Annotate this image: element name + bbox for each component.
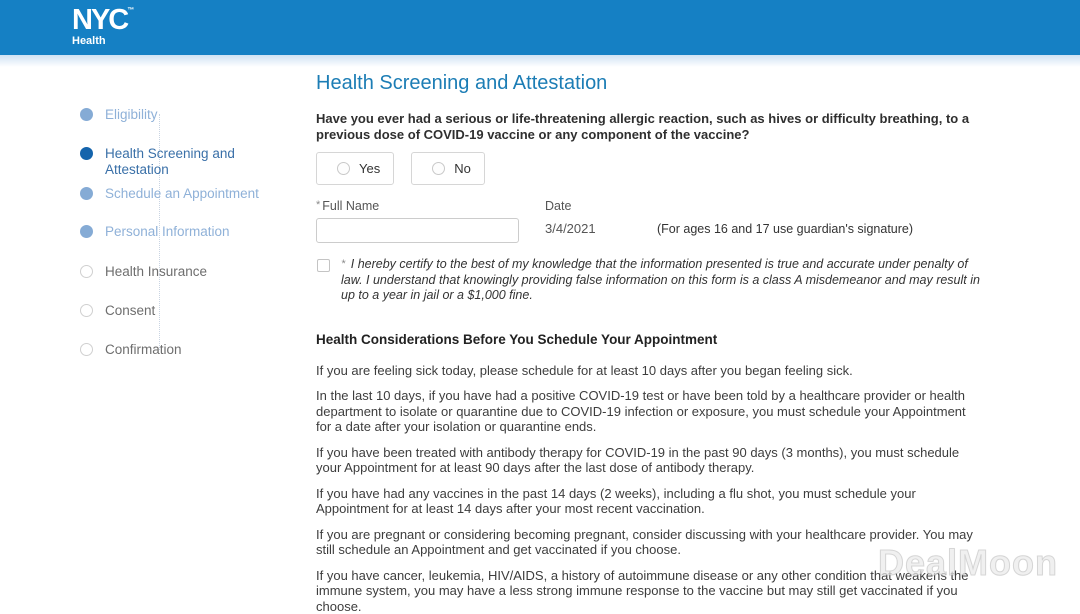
consideration-paragraph: If you have had any vaccines in the past 14 days (2 weeks), including a flu shot, you must schedule your Appointment for at least 14 days after your most recent vaccination. [316, 486, 976, 517]
allergic-reaction-question: Have you ever had a serious or life-threatening allergic reaction, such as hives or difficulty breathing, to a previous dose of COVID-19 vaccine or any component of the vaccine? [316, 111, 976, 143]
step-label: Confirmation [105, 342, 270, 358]
consideration-paragraph: If you are pregnant or considering becoming pregnant, consider discussing with your healthcare provider. You may still schedule an Appointment and get vaccinated if you choose. [316, 527, 976, 558]
considerations-heading: Health Considerations Before You Schedule Your Appointment [316, 332, 988, 347]
progress-sidebar [74, 0, 304, 588]
certify-statement [341, 257, 981, 304]
full-name-label-text: Full Name [322, 199, 379, 213]
step-dot-icon [80, 108, 93, 121]
consideration-paragraph: In the last 10 days, if you have had a positive COVID-19 test or have been told by a healthcare provider or health department to isolate or quarantine due to COVID-19 infection or exposure, you must schedule your Appointment for a date after your isolation or quarantine ends. [316, 388, 976, 435]
full-name-input[interactable] [316, 218, 519, 243]
step-dot-icon [80, 187, 93, 200]
sidebar-item-schedule-appointment[interactable] [80, 186, 300, 202]
guardian-signature-note: (For ages 16 and 17 use guardian's signature) [657, 222, 913, 236]
no-option-label: No [454, 161, 471, 176]
sidebar-item-consent[interactable] [80, 303, 300, 319]
certify-statement-text: I hereby certify to the best of my knowledge that the information presented is true and accurate under penalty of law. I understand that knowingly providing false information on this form is a class A misdemeanor and may result in up to a year in jail or a $1,000 fine. [341, 257, 980, 302]
step-dot-icon [80, 304, 93, 317]
certify-checkbox[interactable] [317, 259, 330, 272]
nyc-logo-main: NYC [72, 4, 127, 36]
step-label: Health Screening and Attestation [105, 146, 270, 177]
step-dot-icon [80, 265, 93, 278]
date-value-row [545, 221, 913, 236]
step-label: Eligibility [105, 107, 270, 123]
step-label: Health Insurance [105, 264, 270, 280]
nyc-logo-sub: Health [72, 36, 132, 47]
full-name-column [316, 199, 545, 243]
required-asterisk: * [316, 199, 320, 211]
required-asterisk: * [341, 258, 345, 270]
step-label: Consent [105, 303, 270, 319]
nyc-logo-tm: ™ [127, 7, 132, 14]
certify-row [316, 257, 988, 304]
dealmoon-watermark: DealMoon [878, 542, 1058, 584]
step-dot-icon [80, 343, 93, 356]
step-dot-icon [80, 225, 93, 238]
yes-radio-icon[interactable] [337, 162, 350, 175]
date-value: 3/4/2021 [545, 221, 657, 236]
full-name-label [316, 199, 545, 213]
yes-option[interactable] [316, 152, 394, 185]
consideration-paragraph: If you are feeling sick today, please schedule for at least 10 days after you began feeling sick. [316, 363, 976, 379]
page-title: Health Screening and Attestation [316, 72, 988, 95]
step-label: Schedule an Appointment [105, 186, 270, 202]
no-option[interactable] [411, 152, 485, 185]
yes-option-label: Yes [359, 161, 380, 176]
sidebar-item-eligibility[interactable] [80, 107, 300, 123]
date-column [545, 199, 913, 243]
step-dot-icon [80, 147, 93, 160]
sidebar-item-personal-information[interactable] [80, 224, 300, 240]
sidebar-item-health-insurance[interactable] [80, 264, 300, 280]
consideration-paragraph: If you have cancer, leukemia, HIV/AIDS, a history of autoimmune disease or any other condition that weakens the immune system, you may have a less strong immune response to the vaccine but may still get vaccinated if you choose. [316, 568, 976, 614]
yes-no-options [316, 152, 988, 185]
main-content [316, 72, 988, 614]
name-date-row [316, 199, 988, 243]
sidebar-item-health-screening[interactable] [80, 146, 300, 177]
step-label: Personal Information [105, 224, 270, 240]
date-label: Date [545, 199, 913, 213]
sidebar-item-confirmation[interactable] [80, 342, 300, 358]
no-radio-icon[interactable] [432, 162, 445, 175]
consideration-paragraph: If you have been treated with antibody therapy for COVID-19 in the past 90 days (3 months), you must schedule your Appointment for at least 90 days after the last dose of antibody therapy. [316, 445, 976, 476]
